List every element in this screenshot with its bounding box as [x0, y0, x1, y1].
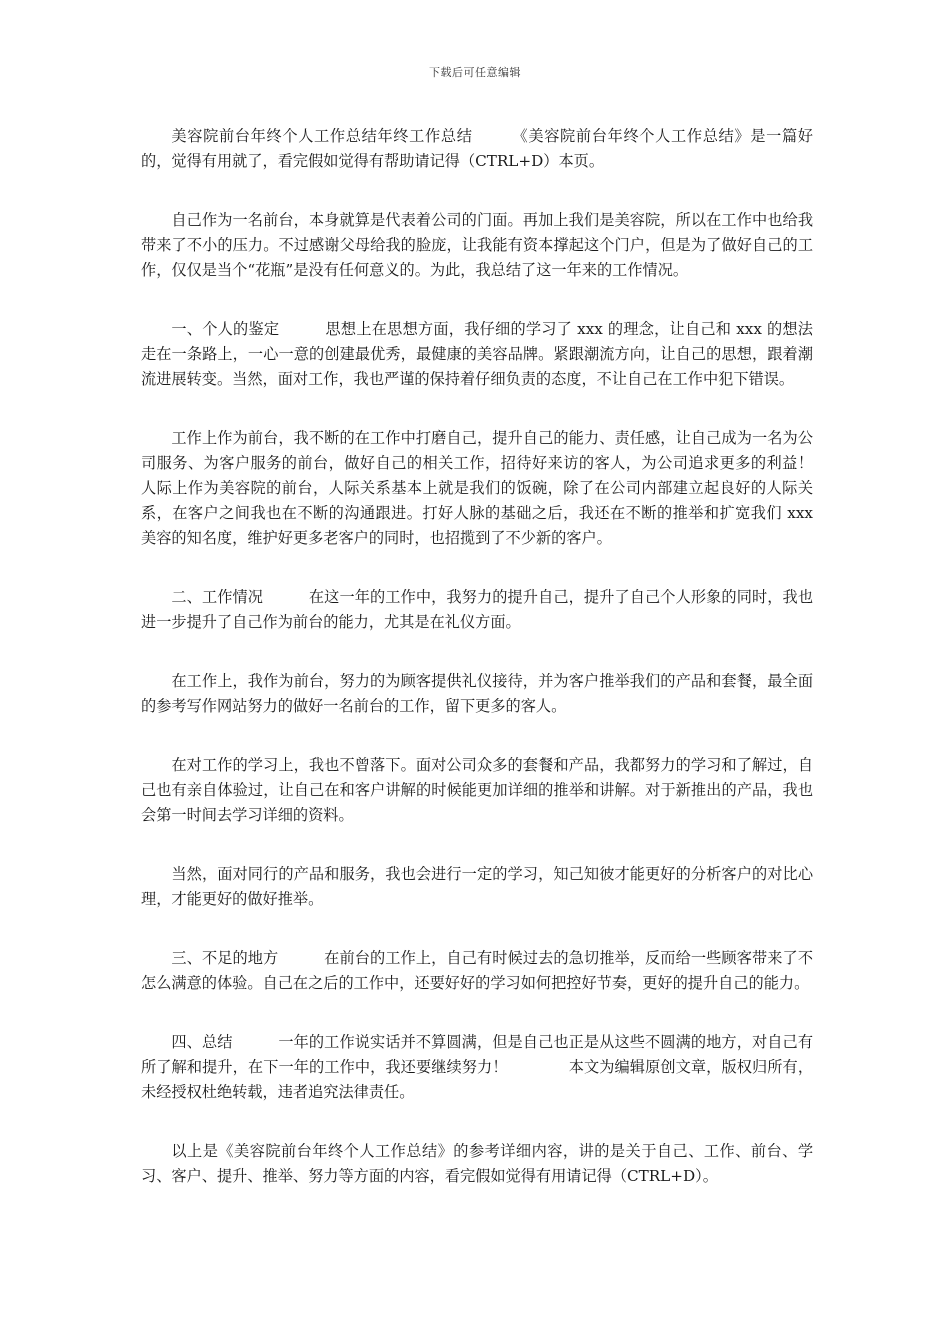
section-shortcomings: 三、不足的地方 在前台的工作上，自己有时候过去的急切推举，反而给一些顾客带来了不怎么满意的体验。自己在之后的工作中，还要好好的学习如何把控好节奏，更好的提升自己的能力。: [141, 949, 813, 992]
section-work-situation: 二、工作情况 在这一年的工作中，我努力的提升自己，提升了自己个人形象的同时，我也进一步提升了自己作为前台的能力，尤其是在礼仪方面。: [141, 588, 813, 631]
page-header: 下载后可任意编辑: [429, 66, 521, 79]
section-summary: 四、总结 一年的工作说实话并不算圆满，但是自己也正是从这些不圆满的地方，对自己有所了解和提升，在下一年的工作中，我还要继续努力！ 本文为编辑原创文章，版权归所有，未经授权杜绝转载，违者追究法律责任。: [141, 1033, 813, 1101]
paragraph-closing: 以上是《美容院前台年终个人工作总结》的参考详细内容，讲的是关于自己、工作、前台、学习、客户、提升、推举、努力等方面的内容，看完假如觉得有用请记得（CTRL+D）。: [141, 1142, 813, 1185]
paragraph: 在工作上，我作为前台，努力的为顾客提供礼仪接待，并为客户推举我们的产品和套餐，最全面的参考写作网站努力的做好一名前台的工作，留下更多的客人。: [141, 672, 813, 715]
document-body: [141, 124, 859, 1223]
paragraph: 在对工作的学习上，我也不曾落下。面对公司众多的套餐和产品，我都努力的学习和了解过，自己也有亲自体验过，让自己在和客户讲解的时候能更加详细的推举和讲解。对于新推出的产品，我也会第一时间去学习详细的资料。: [141, 756, 813, 824]
paragraph: 工作上作为前台，我不断的在工作中打磨自己，提升自己的能力、责任感，让自己成为一名为公司服务、为客户服务的前台，做好自己的相关工作，招待好来访的客人，为公司追求更多的利益！ 人际上作为美容院的前台，人际关系基本上就是我们的饭碗，除了在公司内部建立起良好的人际关系，在客户之间我也在不断的沟通跟进。打好人脉的基础之后，我还在不断的推举和扩宽我们 xxx 美容的知名度，维护好更多老客户的同时，也招揽到了不少新的客户。: [141, 429, 859, 547]
paragraph: 当然，面对同行的产品和服务，我也会进行一定的学习，知己知彼才能更好的分析客户的对比心理，才能更好的做好推举。: [141, 865, 813, 908]
paragraph-intro: 美容院前台年终个人工作总结年终工作总结 《美容院前台年终个人工作总结》是一篇好的，觉得有用就了，看完假如觉得有帮助请记得（CTRL+D）本页。: [141, 127, 813, 170]
paragraph: 自己作为一名前台，本身就算是代表着公司的门面。再加上我们是美容院，所以在工作中也给我带来了不小的压力。不过感谢父母给我的脸庞，让我能有资本撑起这个门户，但是为了做好自己的工作，仅仅是当个“花瓶”是没有任何意义的。为此，我总结了这一年来的工作情况。: [141, 211, 813, 279]
section-personal-appraisal: 一、个人的鉴定 思想上在思想方面，我仔细的学习了 xxx 的理念，让自己和 xxx 的想法走在一条路上，一心一意的创建最优秀，最健康的美容品牌。紧跟潮流方向，让自己的思想，跟着潮流进展转变。当然，面对工作，我也严谨的保持着仔细负责的态度，不让自己在工作中犯下错误。: [141, 320, 813, 388]
